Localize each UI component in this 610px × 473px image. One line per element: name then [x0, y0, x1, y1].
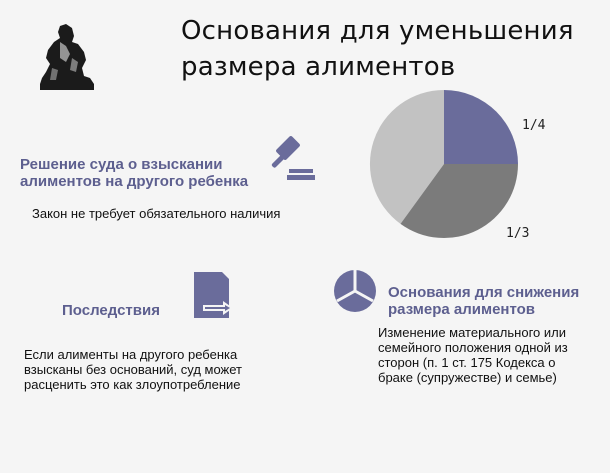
thinker-statue-icon [32, 12, 104, 94]
grounds-text-line-3: сторон (п. 1 ст. 175 Кодекса о [378, 355, 556, 370]
consequences-text-line-3: расценить это как злоупотребление [24, 377, 241, 392]
grounds-text-line-2: семейного положения одной из [378, 340, 568, 355]
pie-chart-icon [332, 268, 378, 314]
court-heading-line-1: Решение суда о взыскании [20, 156, 223, 173]
consequences-heading: Последствия [62, 302, 160, 319]
page-title-line-1: Основания для уменьшения [181, 16, 574, 46]
grounds-heading-line-2: размера алиментов [388, 301, 536, 318]
document-arrow-icon [191, 269, 237, 321]
court-heading-line-2: алиментов на другого ребенка [20, 173, 249, 190]
pie-chart [368, 88, 520, 240]
pie-slice-accent [444, 90, 518, 164]
consequences-text-line-2: взысканы без оснований, суд может [24, 362, 243, 377]
consequences-icon [191, 269, 237, 321]
thinker-logo [32, 12, 104, 94]
court-text: Закон не требует обязательного наличия [32, 206, 281, 221]
court-heading [20, 156, 260, 190]
grounds-text-line-4: браке (супружестве) и семье) [378, 370, 557, 385]
pie-label-quarter: 1/4 [522, 118, 546, 133]
gavel-icon [265, 133, 319, 183]
grounds-heading [388, 284, 598, 318]
consequences-text [24, 347, 284, 392]
consequences-text-line-1: Если алименты на другого ребенка [24, 347, 238, 362]
court-icon [265, 133, 319, 183]
page-title-line-2: размера алиментов [181, 52, 456, 82]
pie-label-third: 1/3 [506, 226, 530, 241]
grounds-icon [332, 268, 378, 314]
grounds-heading-line-1: Основания для снижения [388, 284, 580, 301]
grounds-text [378, 325, 598, 385]
grounds-text-line-1: Изменение материального или [378, 325, 566, 340]
